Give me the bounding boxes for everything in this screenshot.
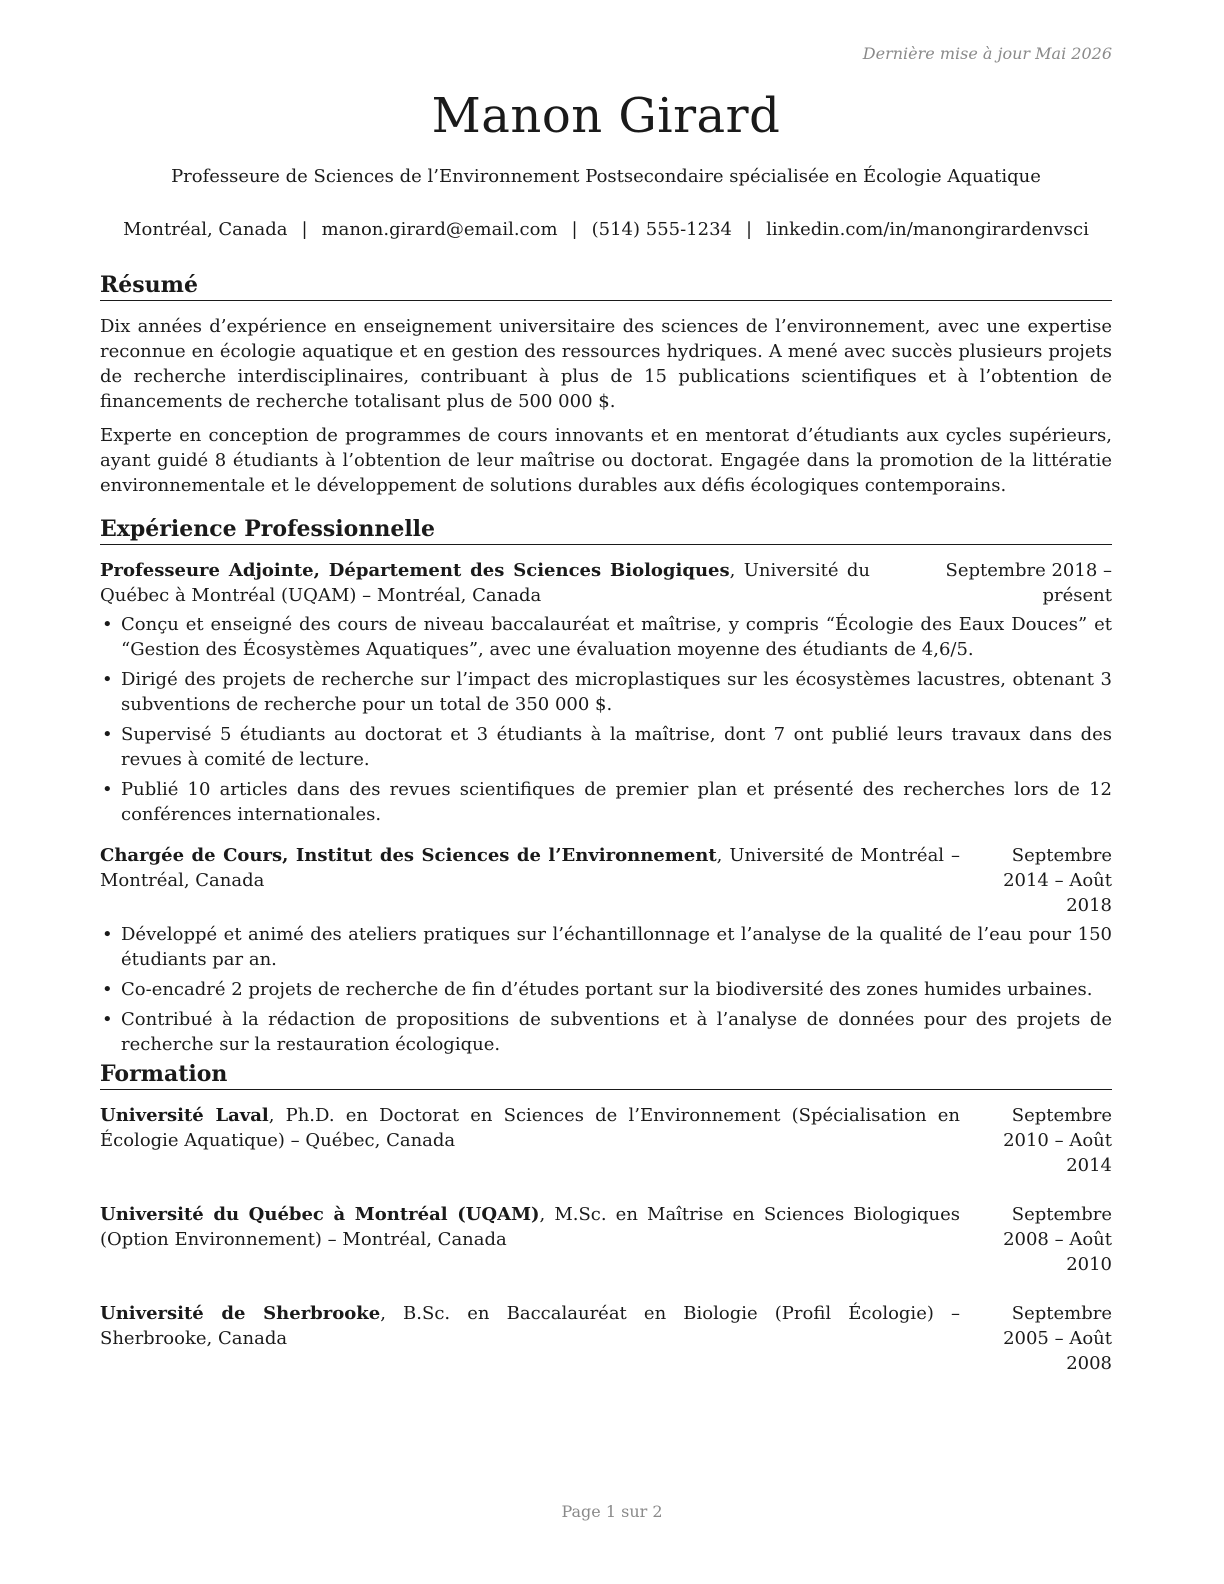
job-bullet: • Dirigé des projets de recherche sur l’impact des microplastiques sur les écosystèmes lacustres, obtenant 3 subventions de recherche pour un total de 350 000 $. bbox=[100, 667, 1112, 717]
contact-separator: | bbox=[571, 219, 578, 240]
education-entry bbox=[100, 1103, 1112, 1178]
job-bullets bbox=[100, 612, 1112, 827]
education-heading bbox=[100, 1103, 972, 1153]
experience-section bbox=[100, 515, 1112, 1062]
section-title-education: Formation bbox=[100, 1060, 1112, 1090]
job-heading bbox=[100, 843, 972, 893]
education-school: Université Laval bbox=[100, 1105, 269, 1126]
job-heading bbox=[100, 558, 882, 608]
summary-section bbox=[100, 271, 1112, 498]
contact-separator: | bbox=[301, 219, 308, 240]
last-updated: Dernière mise à jour Mai 2026 bbox=[862, 44, 1112, 63]
job-organization: , Université du Québec à Montréal (UQAM) – Montréal, Canada bbox=[100, 560, 871, 606]
summary-paragraph: Dix années d’expérience en enseignement universitaire des sciences de l’environnement, avec une expertise reconnue en écologie aquatique et en gestion des ressources hydriques. A mené avec succès plusieurs projets de recherche interdisciplinaires, contribuant à plus de 15 publications scientifiques et à l’obtention de financements de recherche totalisant plus de 500 000 $. bbox=[100, 316, 1112, 412]
job-entry bbox=[100, 843, 1112, 1057]
education-entry bbox=[100, 1301, 1112, 1376]
education-detail: , B.Sc. en Baccalauréat en Biologie (Profil Écologie) – Sherbrooke, Canada bbox=[100, 1303, 961, 1349]
education-dates: Septembre 2008 – Août 2010 bbox=[1003, 1204, 1112, 1275]
education-section bbox=[100, 1060, 1112, 1376]
job-role: Professeure Adjointe, Département des Sciences Biologiques bbox=[100, 560, 730, 581]
job-dates: Septembre 2018 – présent bbox=[945, 560, 1112, 606]
education-school: Université de Sherbrooke bbox=[100, 1303, 381, 1324]
contact-line bbox=[100, 219, 1112, 240]
job-bullet: • Supervisé 5 étudiants au doctorat et 3 étudiants à la maîtrise, dont 7 ont publié leurs travaux dans des revues à comité de lecture. bbox=[100, 722, 1112, 772]
education-detail: , M.Sc. en Maîtrise en Sciences Biologiques (Option Environnement) – Montréal, Canada bbox=[100, 1204, 960, 1250]
contact-linkedin[interactable]: linkedin.com/in/manongirardenvsci bbox=[766, 219, 1089, 240]
education-heading bbox=[100, 1301, 972, 1351]
job-bullet: • Publié 10 articles dans des revues scientifiques de premier plan et présenté des recherches lors de 12 conférences internationales. bbox=[100, 777, 1112, 827]
job-bullet: • Contribué à la rédaction de propositions de subventions et à l’analyse de données pour des projets de recherche sur la restauration écologique. bbox=[100, 1007, 1112, 1057]
education-dates: Septembre 2005 – Août 2008 bbox=[1003, 1303, 1112, 1374]
contact-separator: | bbox=[746, 219, 753, 240]
job-entry bbox=[100, 558, 1112, 827]
contact-email[interactable]: manon.girard@email.com bbox=[321, 219, 558, 240]
section-title-summary: Résumé bbox=[100, 271, 1112, 301]
education-school: Université du Québec à Montréal (UQAM) bbox=[100, 1204, 540, 1225]
job-bullets bbox=[100, 922, 1112, 1057]
education-entry bbox=[100, 1202, 1112, 1277]
contact-phone[interactable]: (514) 555-1234 bbox=[591, 219, 732, 240]
job-header bbox=[100, 558, 1112, 608]
contact-location: Montréal, Canada bbox=[123, 219, 288, 240]
education-detail: , Ph.D. en Doctorat en Sciences de l’Environnement (Spécialisation en Écologie Aquatique) – Québec, Canada bbox=[100, 1105, 960, 1151]
education-dates: Septembre 2010 – Août 2014 bbox=[1003, 1105, 1112, 1176]
education-heading bbox=[100, 1202, 972, 1252]
section-title-experience: Expérience Professionnelle bbox=[100, 515, 1112, 545]
job-bullet: • Conçu et enseigné des cours de niveau baccalauréat et maîtrise, y compris “Écologie des Eaux Douces” et “Gestion des Écosystèmes Aquatiques”, avec une évaluation moyenne des étudiants de 4,6/5. bbox=[100, 612, 1112, 662]
page-number: Page 1 sur 2 bbox=[561, 1502, 663, 1521]
candidate-name: Manon Girard bbox=[431, 88, 781, 144]
job-dates: Septembre 2014 – Août 2018 bbox=[1003, 845, 1112, 916]
summary-paragraph: Experte en conception de programmes de cours innovants et en mentorat d’étudiants aux cycles supérieurs, ayant guidé 8 étudiants à l’obtention de leur maîtrise ou doctorat. Engagée dans la promotion de la littératie environnementale et le développement de solutions durables aux défis écologiques contemporains. bbox=[100, 425, 1112, 496]
job-bullet: • Co-encadré 2 projets de recherche de fin d’études portant sur la biodiversité des zones humides urbaines. bbox=[100, 977, 1112, 1002]
job-header bbox=[100, 843, 1112, 918]
job-organization: , Université de Montréal – Montréal, Canada bbox=[100, 845, 960, 891]
job-role: Chargée de Cours, Institut des Sciences de l’Environnement bbox=[100, 845, 717, 866]
job-bullet: • Développé et animé des ateliers pratiques sur l’échantillonnage et l’analyse de la qualité de l’eau pour 150 étudiants par an. bbox=[100, 922, 1112, 972]
candidate-title: Professeure de Sciences de l’Environnement Postsecondaire spécialisée en Écologie Aquatique bbox=[171, 166, 1041, 187]
